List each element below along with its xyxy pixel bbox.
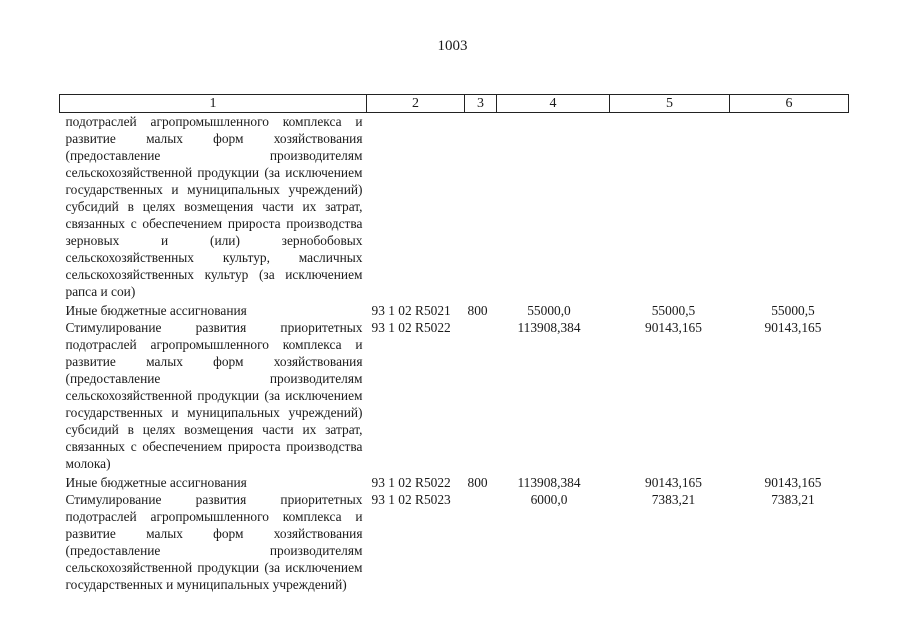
column-header-5: 5 — [610, 95, 730, 113]
column-header-4: 4 — [497, 95, 610, 113]
row-name: Стимулирование развития приоритетных подотраслей агропромышленного комплекса и развитие малых форм хозяйствования (предоставление производителям сельскохозяйственной продукции (за исключением государственных и муниципальных учреждений) — [65, 492, 363, 592]
table-row — [60, 113, 849, 301]
row-value-5: 90143,165 — [645, 320, 702, 335]
column-header-2: 2 — [367, 95, 465, 113]
table-header — [60, 95, 849, 113]
table-row — [60, 491, 849, 593]
row-code: 93 1 02 R5023 — [371, 492, 451, 507]
table-row — [60, 319, 849, 472]
row-value-5: 90143,165 — [645, 475, 702, 490]
row-code: 93 1 02 R5022 — [371, 320, 451, 335]
row-value-5: 7383,21 — [651, 492, 696, 507]
row-name: подотраслей агропромышленного комплекса и развитие малых форм хозяйствования (предоставление производителям сельскохозяйственной продукции (за исключением государственных и муниципальных учреждений) субсидий в целях возмещения части их затрат, связанных с обеспечением прироста производства зерновых и (или) зернобобовых сельскохозяйственных культур, масличных сельскохозяйственных культур (за исключением рапса и сои) — [65, 114, 363, 299]
row-code: 93 1 02 R5021 — [371, 303, 451, 318]
row-vr — [465, 491, 497, 593]
row-value-4 — [497, 113, 610, 301]
row-value-6 — [730, 113, 849, 301]
table-row — [60, 474, 849, 491]
row-value-5: 55000,5 — [651, 303, 696, 318]
row-value-4: 113908,384 — [517, 475, 581, 490]
column-header-1: 1 — [60, 95, 367, 113]
row-value-6: 55000,5 — [771, 303, 815, 318]
row-vr: 800 — [467, 303, 488, 318]
row-value-4: 6000,0 — [530, 492, 568, 507]
row-value-5 — [610, 113, 730, 301]
column-header-3: 3 — [465, 95, 497, 113]
row-code — [367, 113, 465, 301]
table-row — [60, 302, 849, 319]
row-vr — [465, 113, 497, 301]
row-name: Иные бюджетные ассигнования — [65, 303, 247, 318]
page-number: 1003 — [437, 38, 468, 54]
row-vr: 800 — [467, 475, 488, 490]
row-value-6: 90143,165 — [764, 475, 822, 490]
column-header-6: 6 — [730, 95, 849, 113]
row-name: Стимулирование развития приоритетных подотраслей агропромышленного комплекса и развитие малых форм хозяйствования (предоставление производителям сельскохозяйственной продукции (за исключением государственных и муниципальных учреждений) субсидий в целях возмещения части их затрат, связанных с обеспечением прироста производства молока) — [65, 320, 363, 471]
budget-table — [59, 94, 849, 593]
row-vr — [465, 319, 497, 472]
row-value-6: 7383,21 — [771, 492, 815, 507]
row-name: Иные бюджетные ассигнования — [65, 475, 247, 490]
row-value-4: 55000,0 — [527, 303, 571, 318]
row-code: 93 1 02 R5022 — [371, 475, 451, 490]
row-value-4: 113908,384 — [517, 320, 581, 335]
row-value-6: 90143,165 — [764, 320, 822, 335]
